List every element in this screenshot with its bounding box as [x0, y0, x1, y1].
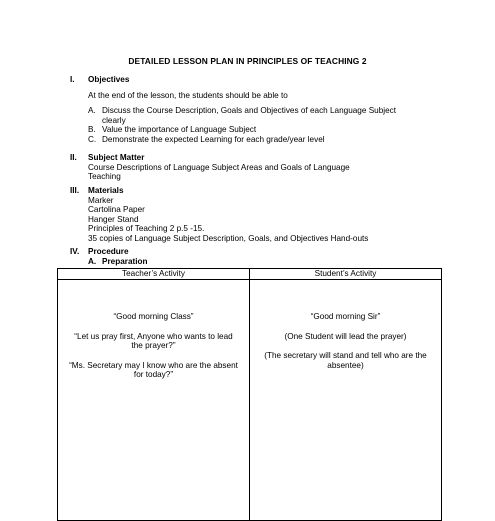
student-line: “Good morning Sir”: [310, 312, 381, 321]
table-row: [58, 280, 442, 521]
objectives-intro: At the end of the lesson, the students should be able to: [88, 90, 288, 100]
section-number: II.: [70, 153, 77, 162]
procedure-section: [70, 247, 460, 266]
objective-item: [88, 135, 460, 145]
section-title: Subject Matter: [88, 153, 145, 162]
teacher-activity-header: Teacher’s Activity: [58, 269, 250, 280]
material-item: Principles of Teaching 2 p.5 -15.: [88, 224, 205, 234]
objective-label: C.: [88, 134, 97, 144]
subject-matter-line: Teaching: [88, 172, 121, 182]
student-activity-cell: [250, 280, 442, 521]
objective-label: B.: [88, 125, 96, 135]
objective-text: Value the importance of Language Subject: [102, 125, 257, 135]
student-line: (The secretary will stand and tell who are the absentee): [264, 351, 427, 370]
procedure-heading: [70, 247, 460, 257]
material-item: Hanger Stand: [88, 214, 139, 224]
section-number: I.: [70, 75, 75, 84]
subject-matter-section: [70, 153, 460, 182]
objective-text: Demonstrate the expected Learning for each grade/year level: [102, 134, 325, 144]
section-number: IV.: [70, 247, 80, 256]
objective-text: Discuss the Course Description, Goals and Objectives of each Language Subject clearly: [102, 106, 397, 125]
section-title: Objectives: [88, 75, 130, 84]
subject-matter-heading: [70, 153, 460, 163]
preparation-heading: [70, 257, 460, 267]
activity-table: [57, 268, 442, 521]
subject-matter-line: Course Descriptions of Language Subject Areas and Goals of Language: [88, 162, 350, 172]
material-item: Cartolina Paper: [88, 205, 145, 215]
table-header-row: [58, 269, 442, 280]
student-activity-header: Student’s Activity: [250, 269, 442, 280]
objectives-section: [70, 75, 460, 145]
objective-item: [88, 106, 460, 125]
material-item: 35 copies of Language Subject Description, Goals, and Objectives Hand-outs: [88, 233, 369, 243]
materials-heading: [70, 186, 460, 196]
teacher-line: “Let us pray first, Anyone who wants to lead the prayer?”: [74, 331, 233, 351]
objectives-heading: [70, 75, 460, 85]
teacher-line: “Good morning Class”: [113, 312, 194, 321]
section-number: III.: [70, 186, 80, 195]
section-title: Procedure: [88, 247, 129, 256]
student-line: (One Student will lead the prayer): [284, 331, 407, 341]
subsection-label: A.: [88, 256, 97, 266]
subsection-title: Preparation: [102, 256, 148, 266]
teacher-activity-cell: [58, 280, 250, 521]
document-title: DETAILED LESSON PLAN IN PRINCIPLES OF TEACHING 2: [128, 56, 367, 66]
material-item: Marker: [88, 195, 114, 205]
teacher-line: “Ms. Secretary may I know who are the absent for today?”: [69, 360, 238, 380]
materials-section: [70, 186, 460, 244]
objective-label: A.: [88, 106, 96, 116]
section-title: Materials: [88, 186, 124, 195]
objective-item: [88, 125, 460, 135]
